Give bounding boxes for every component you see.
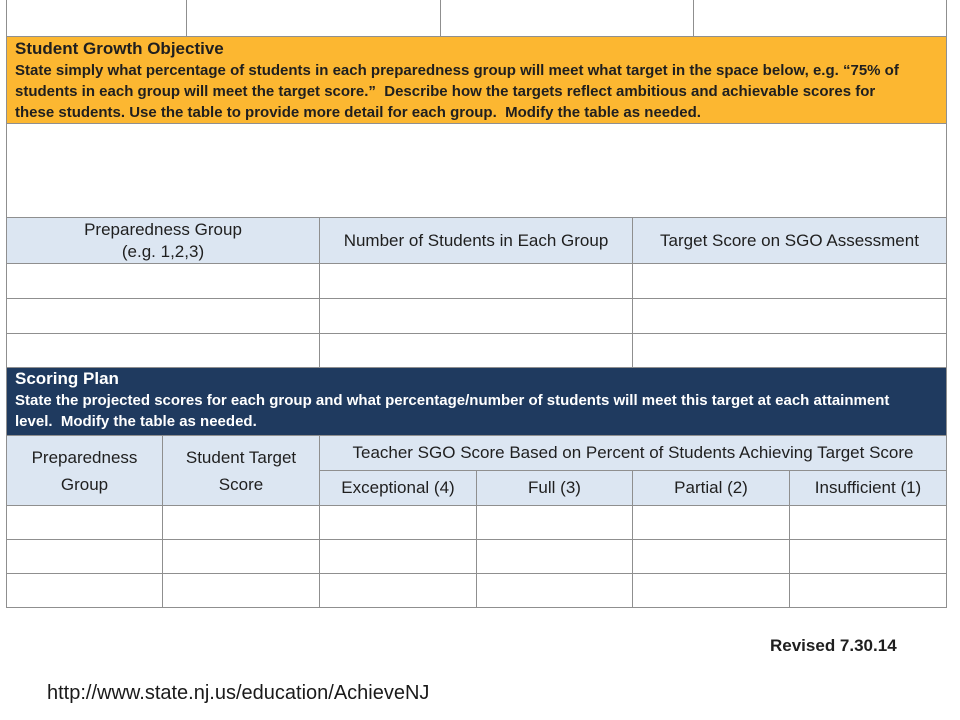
sgo-table-cell[interactable] — [6, 333, 320, 368]
sgo-table-cell[interactable] — [632, 263, 947, 299]
scoring-table-cell[interactable] — [162, 539, 320, 574]
scoring-table-cell[interactable] — [476, 505, 633, 540]
scoring-table-cell[interactable] — [476, 573, 633, 608]
sgo-section-header — [6, 36, 947, 124]
prior-table-cell[interactable] — [186, 0, 441, 37]
scoring-table-cell[interactable] — [319, 505, 477, 540]
scoring-table-cell[interactable] — [6, 505, 163, 540]
sgo-response-box[interactable] — [6, 123, 947, 218]
scoring-plan-title: Scoring Plan — [15, 369, 119, 388]
sgo-table-header-preparedness-group — [6, 217, 320, 264]
sgo-table-header-number-of-students — [319, 217, 633, 264]
sgo-instructions-line: State simply what percentage of students in each preparedness group will meet what target in the space below, e.g. “75% of — [15, 62, 899, 79]
scoring-table-header-teacher-sgo-score — [319, 435, 947, 471]
scoring-table-cell[interactable] — [6, 539, 163, 574]
sgo-table-cell[interactable] — [632, 333, 947, 368]
scoring-table-cell[interactable] — [789, 539, 947, 574]
scoring-plan-instructions-line: level. Modify the table as needed. — [15, 413, 257, 430]
sgo-instructions-line: students in each group will meet the target score.” Describe how the targets reflect ambitious and achievable scores for — [15, 83, 876, 100]
sgo-table-cell[interactable] — [6, 298, 320, 334]
scoring-table-cell[interactable] — [789, 505, 947, 540]
prior-table-cell[interactable] — [693, 0, 947, 37]
sgo-table-header-target-score — [632, 217, 947, 264]
scoring-table-header-preparedness-group — [6, 435, 163, 506]
scoring-table-cell[interactable] — [319, 539, 477, 574]
scoring-table-cell[interactable] — [162, 505, 320, 540]
scoring-table-cell[interactable] — [476, 539, 633, 574]
scoring-table-header-partial — [632, 470, 790, 506]
sgo-table-header-label: Target Score on SGO Assessment — [660, 230, 919, 250]
sgo-table-cell[interactable] — [319, 333, 633, 368]
scoring-plan-instructions-line: State the projected scores for each group and what percentage/number of students will meet this target at each attainment — [15, 392, 890, 409]
scoring-table-level-label: Insufficient (1) — [814, 478, 922, 497]
scoring-table-cell[interactable] — [319, 573, 477, 608]
scoring-table-cell[interactable] — [6, 573, 163, 608]
scoring-table-header-insufficient — [789, 470, 947, 506]
scoring-table-cell[interactable] — [632, 539, 790, 574]
scoring-table-cell[interactable] — [162, 573, 320, 608]
scoring-table-header-label: Preparedness Group — [31, 447, 138, 494]
scoring-table-cell[interactable] — [632, 573, 790, 608]
sgo-instructions-line: these students. Use the table to provide more detail for each group. Modify the table as needed. — [15, 104, 701, 121]
scoring-table-level-label: Full (3) — [528, 478, 581, 497]
scoring-table-header-label: Teacher SGO Score Based on Percent of Students Achieving Target Score — [352, 443, 914, 462]
scoring-table-header-exceptional — [319, 470, 477, 506]
scoring-table-header-full — [476, 470, 633, 506]
sgo-table-header-label: Preparedness Group — [84, 219, 242, 239]
prior-table-cell[interactable] — [440, 0, 694, 37]
sgo-title: Student Growth Objective — [15, 39, 224, 58]
sgo-table-cell[interactable] — [6, 263, 320, 299]
scoring-table-header-student-target-score — [162, 435, 320, 506]
sgo-table-header-note: (e.g. 1,2,3) — [121, 241, 205, 261]
prior-table-cell[interactable] — [6, 0, 187, 37]
scoring-plan-header — [6, 367, 947, 436]
scoring-table-cell[interactable] — [632, 505, 790, 540]
sgo-table-header-label: Number of Students in Each Group — [343, 230, 609, 250]
source-url[interactable]: http://www.state.nj.us/education/AchieveNJ — [47, 682, 430, 704]
scoring-table-cell[interactable] — [789, 573, 947, 608]
sgo-table-cell[interactable] — [319, 263, 633, 299]
sgo-table-cell[interactable] — [632, 298, 947, 334]
scoring-table-level-label: Partial (2) — [674, 478, 748, 497]
revised-date: Revised 7.30.14 — [770, 636, 897, 655]
scoring-table-header-label: Student Target Score — [185, 447, 297, 494]
sgo-table-cell[interactable] — [319, 298, 633, 334]
scoring-table-level-label: Exceptional (4) — [341, 478, 455, 497]
